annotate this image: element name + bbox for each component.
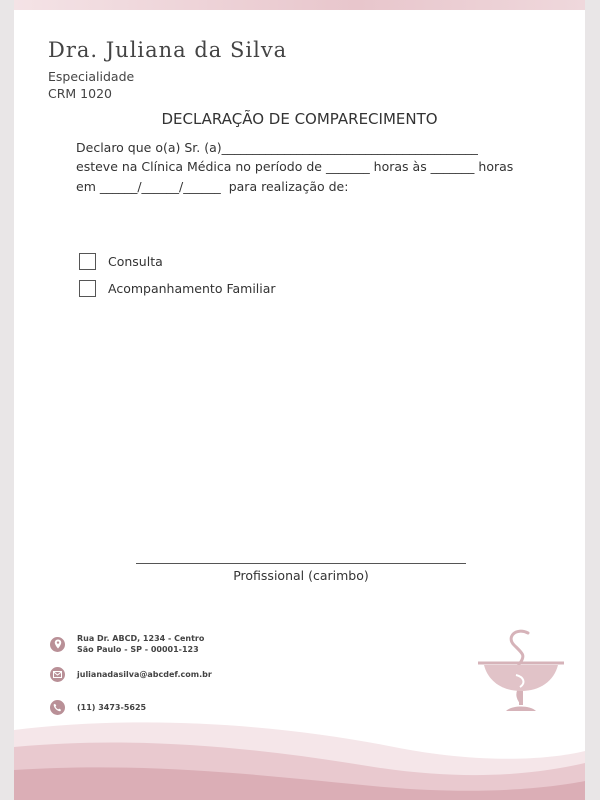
consulta-label: Consulta <box>108 253 163 269</box>
signature-label: Profissional (carimbo) <box>233 568 369 583</box>
document-page <box>14 0 585 800</box>
declaration-line-patient: Declaro que o(a) Sr. (a)_________________________________________ <box>76 140 478 155</box>
address-line-1: Rua Dr. ABCD, 1234 - Centro <box>77 634 205 643</box>
option-consulta[interactable] <box>79 251 163 271</box>
phone-text[interactable]: (11) 3473-5625 <box>77 703 147 712</box>
option-acompanhamento[interactable] <box>79 278 276 298</box>
contact-email <box>50 667 212 682</box>
page-title: DECLARAÇÃO DE COMPARECIMENTO <box>161 110 438 128</box>
address-line-2: São Paulo - SP - 00001-123 <box>77 645 199 654</box>
consulta-checkbox[interactable] <box>79 253 96 270</box>
contact-address <box>50 633 204 655</box>
email-icon <box>50 667 65 682</box>
signature-line <box>136 563 466 564</box>
declaration-line-date: em ______/______/______ para realização de: <box>76 179 349 194</box>
declaration-line-period: esteve na Clínica Médica no período de _______ horas às _______ horas <box>76 159 514 174</box>
footer-wave-decoration <box>14 715 585 800</box>
doctor-crm: CRM 1020 <box>48 86 112 101</box>
top-decorative-band <box>14 0 585 10</box>
pharmacy-bowl-emblem-icon <box>476 625 566 717</box>
contact-phone <box>50 700 146 715</box>
phone-icon <box>50 700 65 715</box>
location-pin-icon <box>50 637 65 652</box>
doctor-specialty: Especialidade <box>48 69 135 84</box>
email-text[interactable]: julianadasilva@abcdef.com.br <box>77 670 212 679</box>
acompanhamento-checkbox[interactable] <box>79 280 96 297</box>
doctor-name: Dra. Juliana da Silva <box>48 38 288 62</box>
acompanhamento-label: Acompanhamento Familiar <box>108 280 276 296</box>
